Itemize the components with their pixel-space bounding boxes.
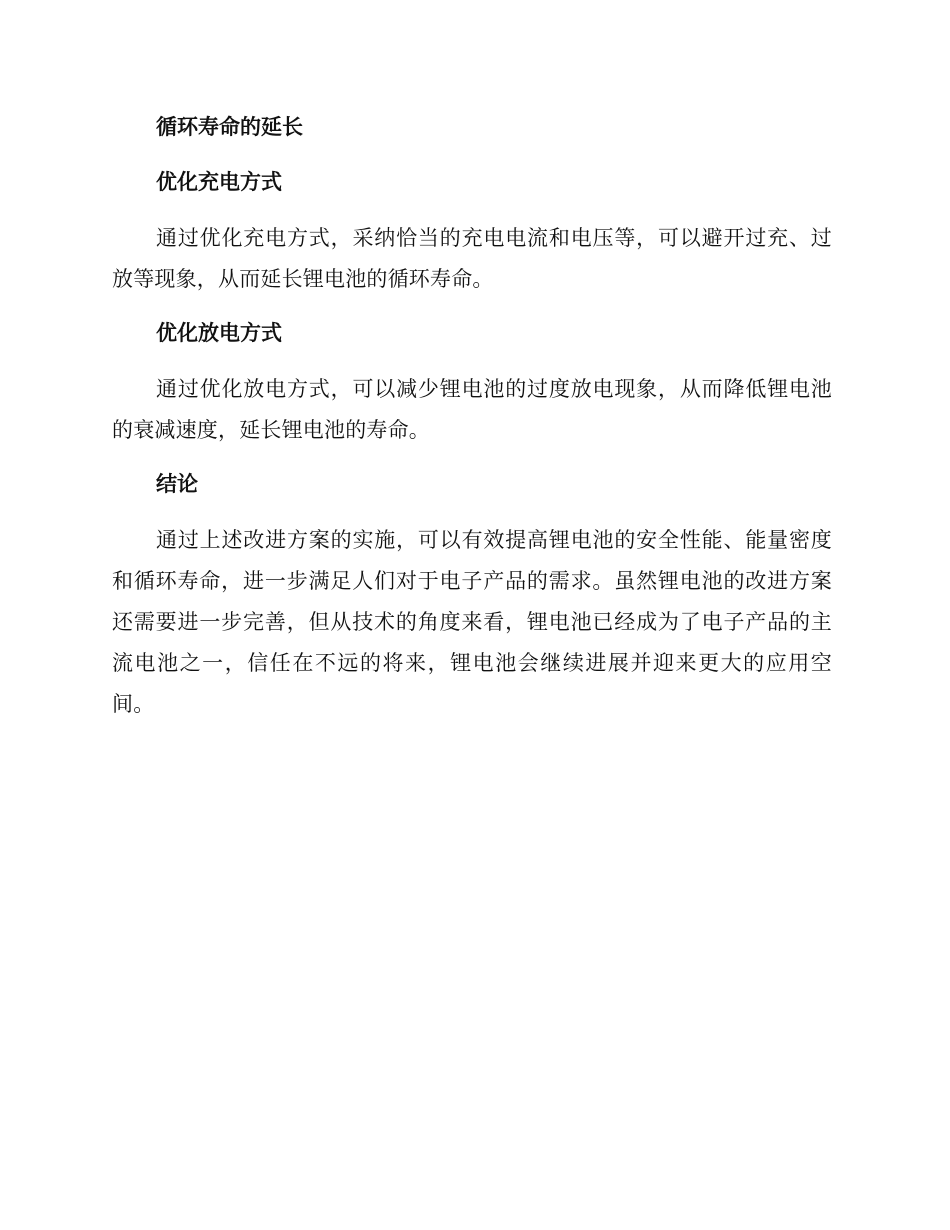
paragraph-charging: 通过优化充电方式，采纳恰当的充电电流和电压等，可以避开过充、过放等现象，从而延长锂电池的循环寿命。 (112, 226, 832, 291)
subheading-optimize-discharging: 优化放电方式 (156, 321, 282, 345)
paragraph-discharging: 通过优化放电方式，可以减少锂电池的过度放电现象，从而降低锂电池的衰减速度，延长锂电池的寿命。 (112, 377, 832, 442)
section-heading-conclusion: 结论 (156, 472, 198, 496)
paragraph-conclusion: 通过上述改进方案的实施，可以有效提高锂电池的安全性能、能量密度和循环寿命，进一步满足人们对于电子产品的需求。虽然锂电池的改进方案还需要进一步完善，但从技术的角度来看，锂电池已经成为了电子产品的主流电池之一，信任在不远的将来，锂电池会继续进展并迎来更大的应用空间。 (112, 528, 832, 716)
subheading-optimize-charging: 优化充电方式 (156, 170, 282, 194)
section-heading-cycle-life: 循环寿命的延长 (156, 115, 303, 139)
document-body (112, 108, 832, 725)
